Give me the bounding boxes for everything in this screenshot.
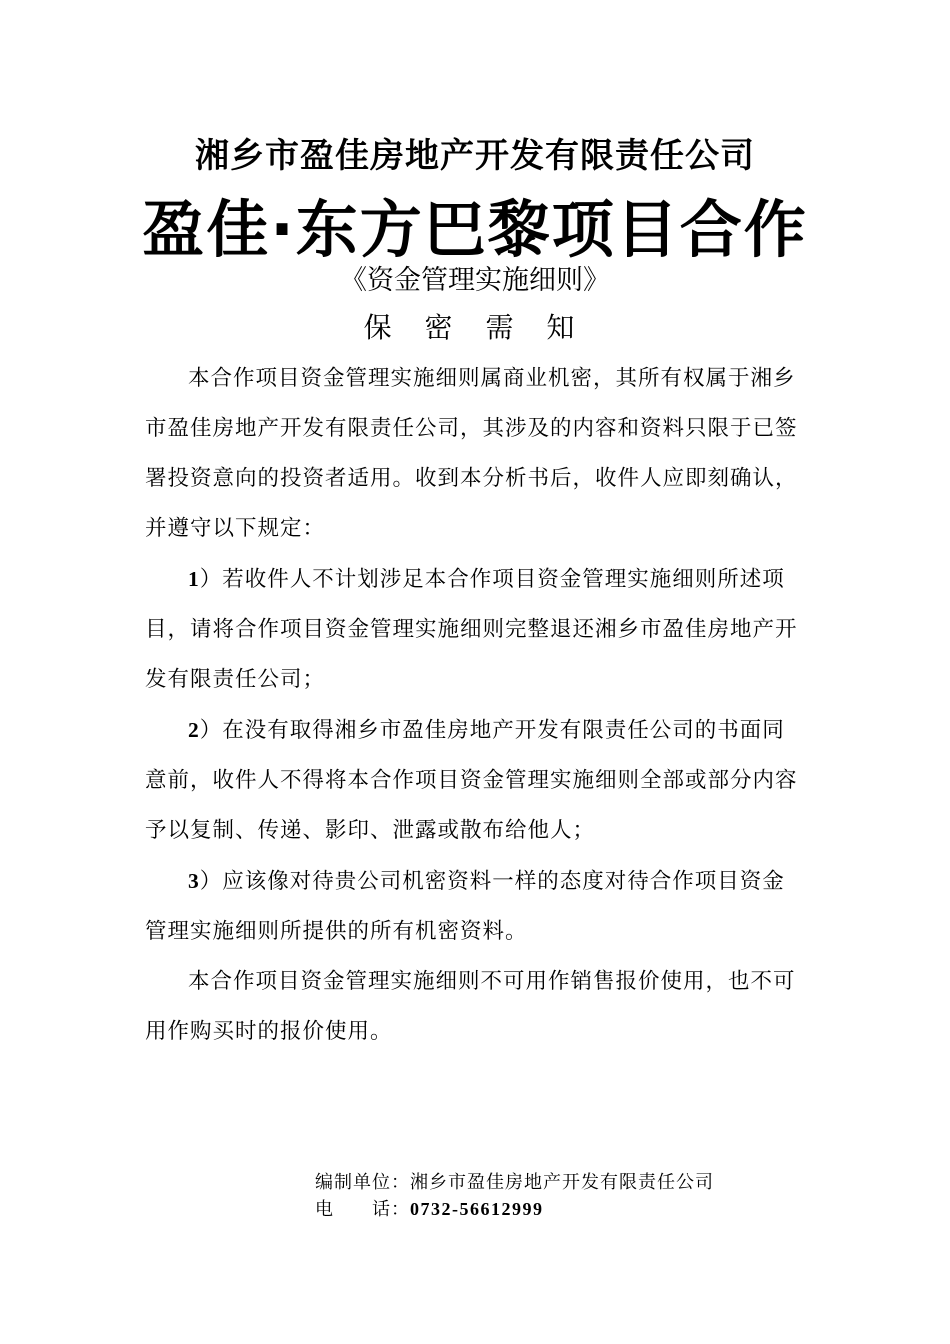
- closing-paragraph: 本合作项目资金管理实施细则不可用作销售报价使用，也不可用作购买时的报价使用。: [145, 969, 796, 1044]
- org-label: 编制单位：: [315, 1172, 410, 1193]
- intro-paragraph: 本合作项目资金管理实施细则属商业机密，其所有权属于湘乡市盈佳房地产开发有限责任公司，其涉及的内容和资料只限于已签署投资意向的投资者适用。收到本分析书后，收件人应即刻确认，并遵守以下规定：: [145, 366, 798, 541]
- tel-value: 0732-56612999: [410, 1199, 544, 1219]
- rule-item-3: [145, 856, 805, 957]
- rule-number: 2: [188, 718, 200, 742]
- footer-info: [315, 1170, 714, 1223]
- tel-label: 电 话：: [315, 1199, 410, 1220]
- rule-number: 1: [188, 567, 200, 591]
- rule-text: ）应该像对待贵公司机密资料一样的态度对待合作项目资金管理实施细则所提供的所有机密资料。: [145, 869, 785, 944]
- rule-text: ）若收件人不计划涉足本合作项目资金管理实施细则所述项目，请将合作项目资金管理实施细则完整退还湘乡市盈佳房地产开发有限责任公司；: [145, 567, 798, 692]
- rule-item-2: [145, 705, 805, 856]
- footer-org-row: [315, 1170, 714, 1196]
- document-title: 《资金管理实施细则》: [340, 265, 610, 296]
- org-value: 湘乡市盈佳房地产开发有限责任公司: [410, 1172, 714, 1193]
- notice-body: [145, 354, 805, 1057]
- rule-number: 3: [188, 869, 200, 893]
- footer-tel-row: [315, 1196, 714, 1223]
- rule-item-1: [145, 554, 805, 705]
- company-title: 湘乡市盈佳房地产开发有限责任公司: [195, 136, 755, 176]
- confidentiality-notice-heading: 保 密 需 知: [363, 311, 587, 344]
- rule-text: ）在没有取得湘乡市盈佳房地产开发有限责任公司的书面同意前，收件人不得将本合作项目资金管理实施细则全部或部分内容予以复制、传递、影印、泄露或散布给他人；: [145, 718, 798, 843]
- project-title: 盈佳·东方巴黎项目合作: [142, 193, 808, 266]
